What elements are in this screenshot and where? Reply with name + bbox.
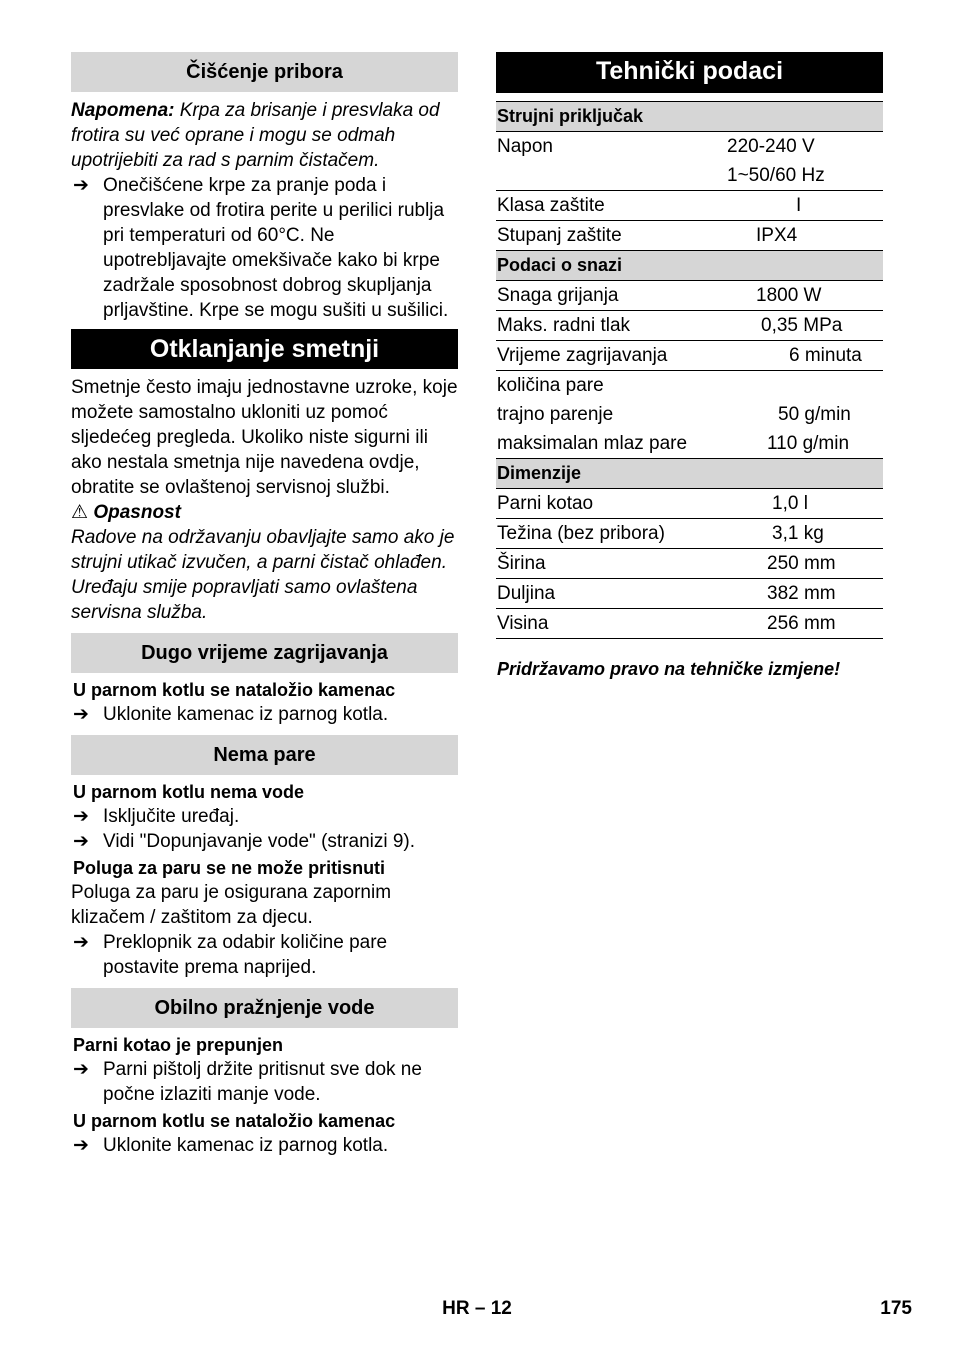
table-row: maksimalan mlaz pare 110 g/min xyxy=(496,429,883,459)
subheading: Poluga za paru se ne može pritisnuti xyxy=(73,858,386,878)
table-row: Visina 256 mm xyxy=(496,609,883,639)
table-row: Podaci o snazi xyxy=(496,251,883,281)
note-paragraph xyxy=(71,98,458,173)
arrow-right-icon: ➔ xyxy=(73,932,89,953)
list-item: ➔ Isključite uređaj. xyxy=(73,806,240,827)
table-row: Parni kotao 1,0 l xyxy=(496,489,883,519)
note-text: Krpa za brisanje i presvlaka od frotira su već oprane i mogu se odmah upotrijebiti za rad s parnim čistačem. xyxy=(71,100,440,171)
footer-section: HR – 12 xyxy=(442,1298,512,1319)
heading-water-discharge: Obilno pražnjenje vode xyxy=(71,988,458,1028)
table-row: Maks. radni tlak 0,35 MPa xyxy=(496,311,883,341)
table-row: količina pare xyxy=(497,374,604,396)
table-row: Strujni priključak xyxy=(496,102,883,132)
warning-text-1: Radove na održavanju obavljajte samo ako je strujni utikač izvučen, a parni čistač ohlađen. xyxy=(71,527,455,573)
right-column xyxy=(496,52,883,680)
heading-troubleshooting: Otklanjanje smetnji xyxy=(71,329,458,369)
left-column xyxy=(71,52,458,1158)
list-item: ➔ Preklopnik za odabir količine pare postavite prema naprijed. xyxy=(73,932,388,978)
subheading: U parnom kotlu se natаložio kamenac xyxy=(73,1111,396,1131)
table-row: Dimenzije xyxy=(496,459,883,489)
list-item: ➔ Vidi "Dopunjavanje vode" (stranizi 9). xyxy=(73,831,416,852)
list-item: ➔ Parni pištolj držite pritisnut sve dok ne počne izlaziti manje vode. xyxy=(73,1059,422,1105)
technical-changes-note: Pridržavamo pravo na tehničke izmjene! xyxy=(497,659,841,679)
table-row: Stupanj zaštite IPX4 xyxy=(496,221,883,251)
arrow-right-icon: ➔ xyxy=(73,704,89,725)
table-row: Napon 220-240 V xyxy=(497,135,815,157)
list-item: ➔ Uklonite kamenac iz parnog kotla. xyxy=(73,704,389,725)
table-row: Širina 250 mm xyxy=(496,549,883,579)
spec-table xyxy=(496,101,883,639)
list-item: ➔ Onečišćene krpe za pranje poda i presvlake od frotira perite u perilici rublja pri temperaturi od 60°C. Ne upotrebljavajte omekšivače kako bi krpe zadržale sposobnost dobrog skupljanja prljavštine. Krpe se mogu sušiti u sušilici. xyxy=(73,175,449,321)
table-row: Snaga grijanja 1800 W xyxy=(496,281,883,311)
troubleshooting-intro: Smetnje često imaju jednostavne uzroke, koje možete samostalno ukloniti uz pomoć sljedećeg pregleda. Ukoliko niste sigurni ili ako nestala smetnja nije navedena ovdje, obratite se ovlaštenoj servisnoj službi. xyxy=(71,377,458,498)
page-number: 175 xyxy=(880,1298,912,1319)
arrow-right-icon: ➔ xyxy=(73,1135,89,1156)
subheading: Parni kotao je prepunjen xyxy=(73,1035,284,1055)
subheading: U parnom kotlu nema vode xyxy=(73,782,305,802)
note-label: Napomena: xyxy=(71,100,175,121)
arrow-right-icon: ➔ xyxy=(73,806,89,827)
table-row: Vrijeme zagrijavanja 6 minuta xyxy=(496,341,883,371)
heading-no-steam: Nema pare xyxy=(71,735,458,775)
subheading: U parnom kotlu se natаložio kamenac xyxy=(73,680,396,700)
table-row: Težina (bez pribora) 3,1 kg xyxy=(496,519,883,549)
heading-cleaning-accessories: Čišćenje pribora xyxy=(71,52,458,92)
heading-long-heating: Dugo vrijeme zagrijavanja xyxy=(71,633,458,673)
arrow-right-icon: ➔ xyxy=(73,831,89,852)
heading-technical-data: Tehnički podaci xyxy=(496,52,883,93)
warning-triangle-icon: ⚠ xyxy=(71,502,89,523)
table-row: Duljina 382 mm xyxy=(496,579,883,609)
table-row: 1~50/60 Hz xyxy=(496,161,883,191)
arrow-right-icon: ➔ xyxy=(73,175,89,196)
table-row: trajno parenje 50 g/min xyxy=(497,403,851,425)
table-row: Klasa zaštite I xyxy=(496,191,883,221)
paragraph: Poluga za paru je osigurana zapornim klizačem / zaštitom za djecu. xyxy=(71,882,392,928)
warning-heading: ⚠ Opasnost xyxy=(71,502,181,523)
list-item: ➔ Uklonite kamenac iz parnog kotla. xyxy=(73,1135,389,1156)
warning-text-2: Uređaju smije popravljati samo ovlaštena servisna služba. xyxy=(71,577,418,623)
arrow-right-icon: ➔ xyxy=(73,1059,89,1080)
